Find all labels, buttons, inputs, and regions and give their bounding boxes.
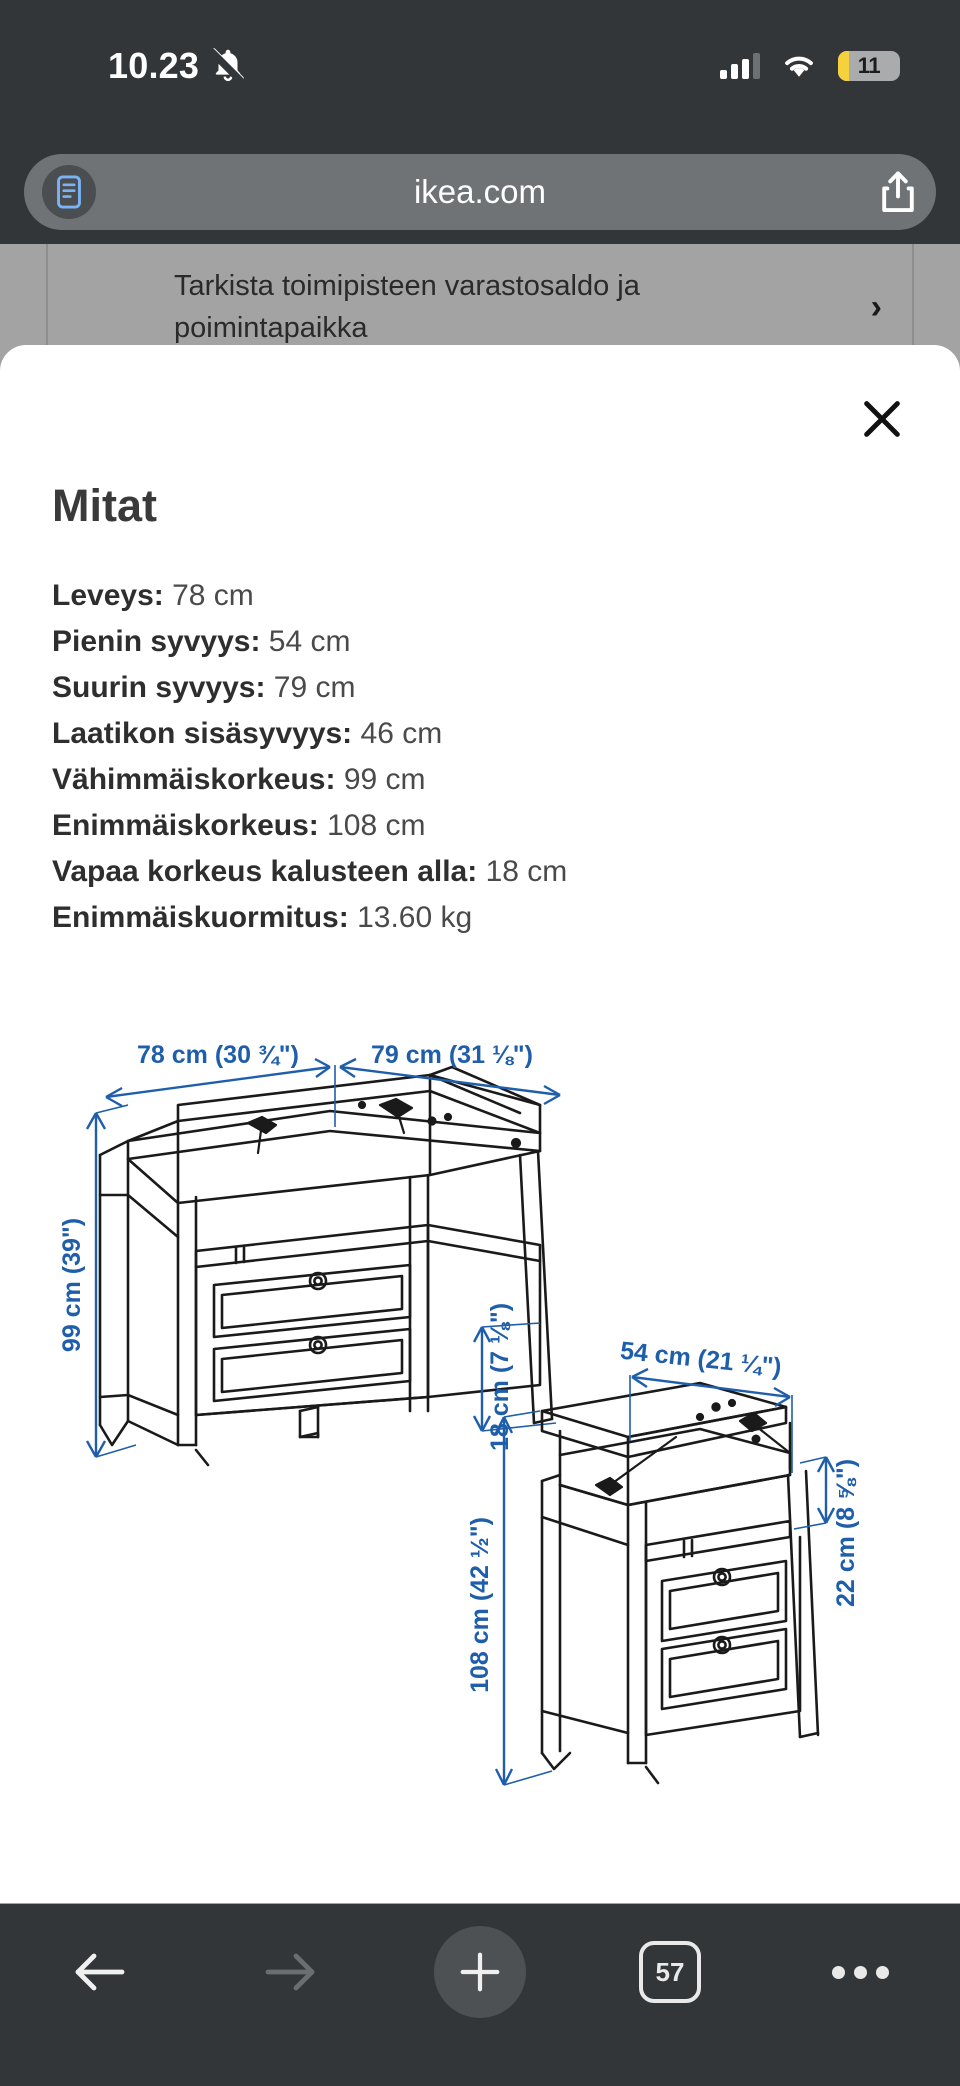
- spec-value: 78 cm: [172, 579, 254, 612]
- spec-key: Enimmäiskorkeus:: [52, 809, 319, 842]
- tabs-button[interactable]: [624, 1926, 716, 2018]
- close-icon[interactable]: [856, 393, 908, 445]
- label-depth-second: 54 cm (21 ¼"): [618, 1336, 783, 1382]
- label-height-left: 99 cm (39"): [58, 1217, 86, 1353]
- spec-key: Vapaa korkeus kalusteen alla:: [52, 855, 478, 888]
- status-bar-right: [720, 48, 900, 85]
- more-dots-group: [832, 1966, 889, 1979]
- spec-key: Enimmäiskuormitus:: [52, 901, 349, 934]
- dimensions-modal: [0, 345, 960, 1903]
- label-width-top-right: 79 cm (31 ⅛"): [371, 1041, 533, 1069]
- spec-key: Suurin syvyys:: [52, 671, 266, 704]
- spec-key: Vähimmäiskorkeus:: [52, 763, 336, 796]
- page-title: Mitat: [52, 480, 157, 531]
- spec-key: Pienin syvyys:: [52, 625, 261, 658]
- forward-arrow-icon[interactable]: [244, 1926, 336, 2018]
- plus-icon[interactable]: [434, 1926, 526, 2018]
- dimensions-list: [52, 573, 920, 941]
- spec-row: [52, 803, 920, 849]
- dimension-drawing: [0, 945, 960, 1885]
- bell-slash-icon: [209, 45, 247, 88]
- spec-value: 108 cm: [327, 809, 426, 842]
- spec-row: [52, 619, 920, 665]
- label-width-top-left: 78 cm (30 ¾"): [137, 1041, 299, 1069]
- spec-value: 79 cm: [273, 671, 356, 704]
- back-arrow-icon[interactable]: [54, 1926, 146, 2018]
- spec-value: 99 cm: [343, 763, 426, 796]
- battery-fill: [838, 51, 849, 81]
- label-shelf-second: 22 cm (8 ⅝"): [832, 1458, 860, 1608]
- spec-row: [52, 711, 920, 757]
- status-clock: 10.23: [108, 45, 200, 86]
- spec-value: 13.60 kg: [357, 901, 473, 934]
- wifi-icon: [778, 48, 820, 85]
- spec-row: [52, 757, 920, 803]
- spec-row: [52, 573, 920, 619]
- status-bar: [0, 0, 960, 118]
- battery-indicator: [838, 51, 900, 81]
- chevron-right-icon: ›: [870, 287, 882, 326]
- spec-row: [52, 849, 920, 895]
- spec-value: 46 cm: [360, 717, 443, 750]
- battery-percent: 11: [857, 53, 881, 78]
- status-bar-left: [108, 45, 247, 88]
- tab-count: 57: [639, 1941, 701, 2003]
- cellular-signal-icon: [720, 53, 760, 79]
- spec-row: [52, 665, 920, 711]
- address-bar[interactable]: [24, 154, 936, 230]
- spec-value: 18 cm: [485, 855, 568, 888]
- spec-value: 54 cm: [268, 625, 351, 658]
- label-clearance: 18 cm (7 ⅛"): [486, 1302, 514, 1452]
- label-height-second: 108 cm (42 ½"): [466, 1517, 494, 1693]
- browser-address-bar-container: [0, 140, 960, 244]
- spec-key: Leveys:: [52, 579, 164, 612]
- url-text: ikea.com: [413, 173, 547, 210]
- stock-check-label: Tarkista toimipisteen varastosaldo ja poimintapaikka: [174, 269, 640, 344]
- more-dots-icon[interactable]: [814, 1926, 906, 2018]
- browser-toolbar: [0, 1904, 960, 2086]
- spec-row: [52, 895, 920, 941]
- spec-key: Laatikon sisäsyvyys:: [52, 717, 353, 750]
